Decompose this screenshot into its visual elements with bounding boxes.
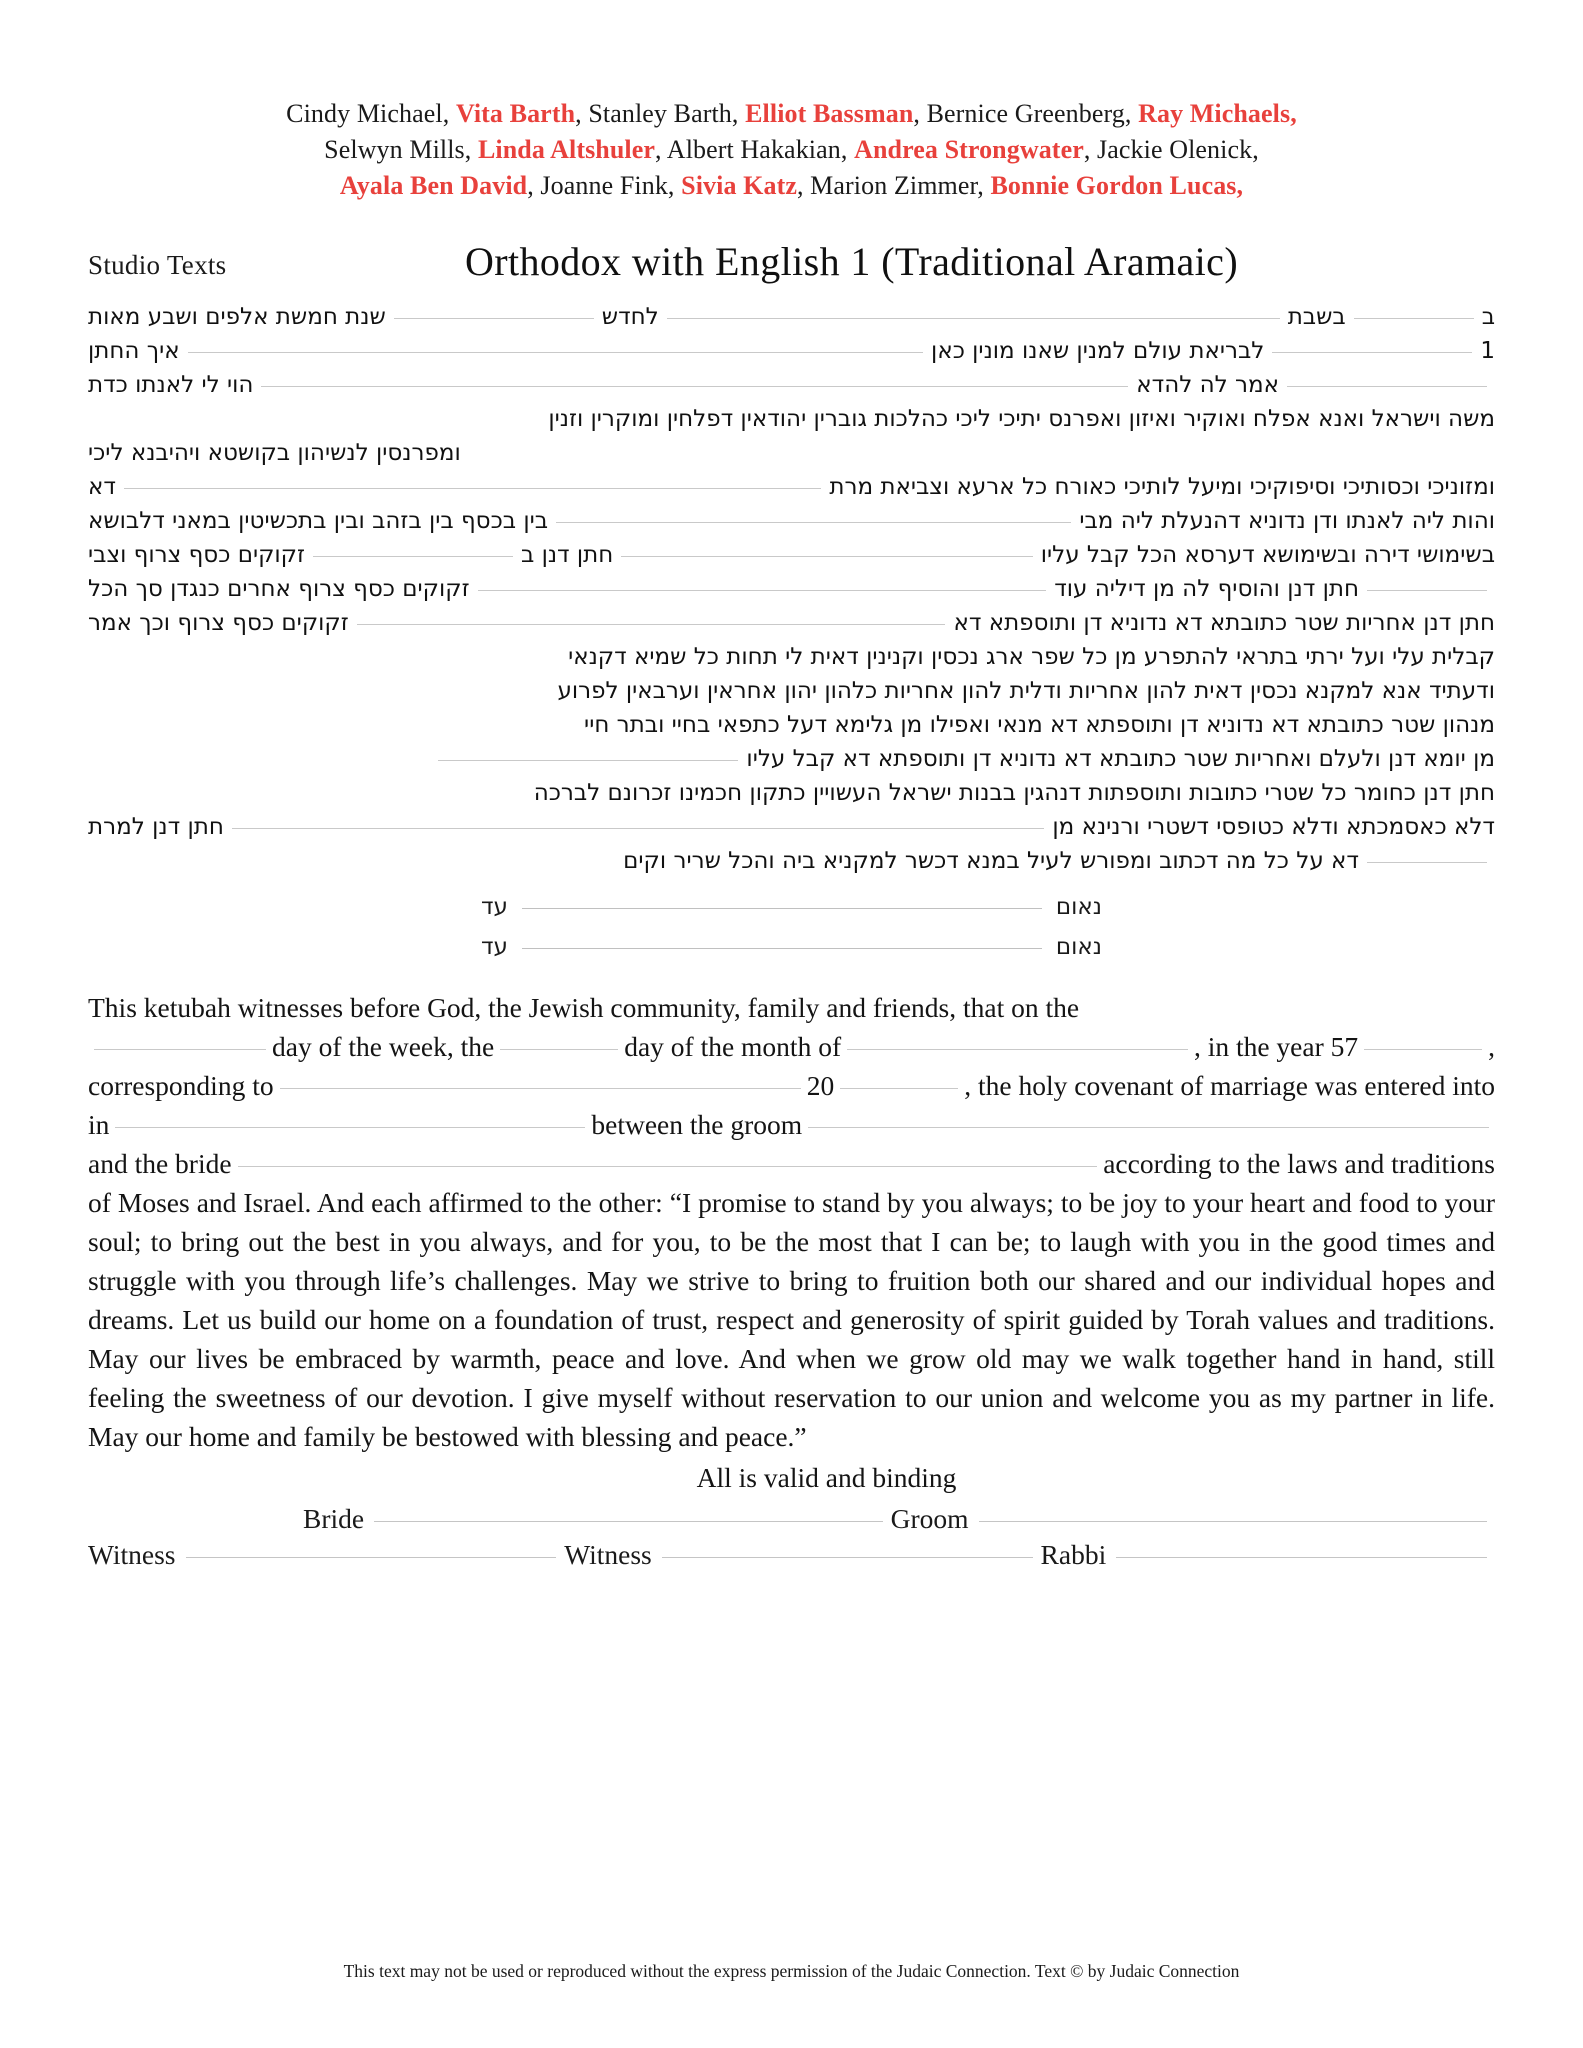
hebrew-text: קבלית עלי ועל ירתי בתראי להתפרע מן כל שפר ארג נכסין וקנינין דאית לי תחות כל שמיא דקנאי [568,644,1495,670]
groom-label: Groom [890,1503,969,1534]
hebrew-line-10 [88,608,1495,640]
credit-name: Cindy Michael, [286,99,450,128]
hebrew-text: ומפרנסין לנשיהון בקושטא ויהיבנא ליכי [88,440,461,466]
credit-name: Andrea Strongwater [854,135,1084,164]
bride-signature-line[interactable] [374,1521,882,1522]
english-body [0,974,1583,1497]
english-text: , the holy covenant of marriage was entered into [964,1070,1495,1101]
hebrew-line-15 [88,778,1495,810]
english-vow-paragraph [88,1183,1495,1456]
credit-name: Linda Altshuler [477,135,656,164]
hebrew-line-5 [88,438,1495,470]
credit-name: Elliot Bassman [745,99,914,128]
hebrew-text: ומזוניכי וכסותיכי וסיפוקיכי ומיעל לותיכי כאורח כל ארעא וצביאת מרת [829,474,1495,500]
hebrew-line-1 [88,302,1495,334]
witness-signature-line[interactable] [522,908,1042,909]
studio-texts-label: Studio Texts [88,250,227,280]
fill-blank[interactable] [232,828,1045,829]
fill-blank[interactable] [667,318,1280,319]
english-location-line [88,1105,1495,1144]
hebrew-line-12 [88,676,1495,708]
hebrew-text: זקוקים כסף צרוף וכך אמר [88,610,349,636]
english-text: according to the laws and traditions [1103,1148,1495,1179]
hebrew-text: הוי לי לאנתו כדת [88,372,254,398]
credit-name: , Joanne Fink, [527,171,675,200]
hebrew-text: מנהון שטר כתובתא דא נדוניא דן ותוספתא דא מנאי ואפילו מן גלימא דעל כתפאי בחיי ובתר חיי [584,712,1495,738]
fill-blank[interactable] [261,386,1128,387]
credit-name: Vita Barth [455,99,576,128]
artist-credits [0,0,1583,204]
groom-name-blank[interactable] [808,1127,1489,1128]
english-intro-line [88,988,1495,1027]
witness1-label: Witness [88,1539,176,1570]
hebrew-text: אמר לה להדא [1136,372,1279,398]
hebrew-text: בשימושי דירה ובשימושא דערסא הכל קבל עליו [1040,542,1495,568]
english-text: day of the week, the [272,1031,495,1062]
hebrew-text: דא על כל מה דכתוב ומפורש לעיל במנא דכשר למקניא ביה והכל שריר וקים [623,848,1359,874]
hebrew-line-11 [88,642,1495,674]
witness-signature-line[interactable] [522,948,1042,949]
credit-name: , Albert Hakakian, [655,135,848,164]
hebrew-body [0,292,1583,878]
fill-blank[interactable] [1272,352,1472,353]
fill-blank[interactable] [124,488,821,489]
english-text: day of the month of [624,1031,842,1062]
hebrew-text: לבריאת עולם למנין שאנו מונין כאן [931,338,1265,364]
hebrew-witness-suffix: עד [480,894,508,920]
credit-name: Selwyn Mills, [324,135,472,164]
hebrew-line-16 [88,812,1495,844]
hebrew-line-7 [88,506,1495,538]
english-bride-line [88,1144,1495,1183]
hebrew-text: חתן דנן והוסיף לה מן דיליה עוד [1054,576,1359,602]
hebrew-text: 1 [1480,338,1495,364]
english-text: in [88,1109,110,1140]
fill-blank[interactable] [188,352,923,353]
month-name-blank[interactable] [847,1049,1188,1050]
hebrew-line-17 [88,846,1495,878]
hebrew-text: משה וישראל ואנא אפלח ואוקיר ואיזון ואפרנס יתיכי ליכי כהלכות גוברין יהודאין דפלחין ומוקרין וזנין [548,406,1495,432]
hebrew-witness-label: נאום [1055,894,1103,920]
credits-line-1 [110,96,1473,132]
hebrew-witness-suffix: עד [480,934,508,960]
english-text: 20 [806,1070,835,1101]
fill-blank[interactable] [1354,318,1474,319]
hebrew-text: בשבת [1287,304,1346,330]
fill-blank[interactable] [478,590,1047,591]
hebrew-text: איך החתן [88,338,180,364]
hebrew-text: לחדש [601,304,659,330]
english-vow-text: of Moses and Israel. And each affirmed to the other: “I promise to stand by you always; to be joy to your heart and food to your soul; to bring out the best in you always, and for you, to be the most that I can be; to laugh with you in the good times and struggle with you through life’s challenges. May we strive to bring to fruition both our shared and our individual hopes and dreams. Let us build our home on a foundation of trust, respect and generosity of spirit guided by Torah values and traditions. May our lives be embraced by warmth, peace and love. And when we grow old may we walk together hand in hand, still feeling the sweetness of our devotion. I give myself without reservation to our union and welcome you as my partner in life. May our home and family be bestowed with blessing and peace.” [88,1187,1495,1452]
hebrew-line-3 [88,370,1495,402]
signature-row-witnesses-rabbi [88,1539,1495,1571]
signature-row-bride-groom [88,1503,1495,1535]
hebrew-text: שנת חמשת אלפים ושבע מאות [88,304,386,330]
credit-name: , Stanley Barth, [575,99,739,128]
hebrew-line-8 [88,540,1495,572]
civil-year-blank[interactable] [840,1088,958,1089]
english-text: corresponding to [88,1070,274,1101]
hebrew-text: חתן דנן למרת [88,814,224,840]
day-of-week-blank[interactable] [94,1049,266,1050]
english-corresponding-line [88,1066,1495,1105]
witness2-signature-line[interactable] [662,1557,1033,1558]
english-text: , [1488,1031,1495,1062]
rabbi-label: Rabbi [1040,1539,1107,1570]
fill-blank[interactable] [438,760,738,761]
fill-blank[interactable] [1287,386,1487,387]
witness2-label: Witness [564,1539,652,1570]
fill-blank[interactable] [556,522,1071,523]
credit-name: Sivia Katz [681,171,797,200]
fill-blank[interactable] [1367,590,1487,591]
hebrew-line-9 [88,574,1495,606]
fill-blank[interactable] [313,556,513,557]
civil-date-blank[interactable] [280,1088,801,1089]
hebrew-line-6 [88,472,1495,504]
hebrew-text: דלא כאסמכתא ודלא כטופסי דשטרי ורנינא מן [1052,814,1495,840]
hebrew-text: דא [88,474,116,500]
english-text: between the groom [591,1109,803,1140]
fill-blank[interactable] [394,318,594,319]
hebrew-witness-label: נאום [1055,934,1103,960]
hebrew-line-4 [88,404,1495,436]
day-of-month-blank[interactable] [500,1049,618,1050]
hebrew-text: ב [1481,304,1495,330]
hebrew-text: ודעתיד אנא למקנא נכסין דאית להון אחריות ודלית להון אחריות כלהון יהון אחראין וערבאין לפרוע [557,678,1495,704]
hebrew-text: זקוקים כסף צרוף וצבי [88,542,305,568]
copyright-footer: This text may not be used or reproduced without the express permission of the Judaic Connection. Text © by Judaic Connection [343,1961,1240,1981]
hebrew-witness-row-1 [88,894,1495,920]
hebrew-line-13 [88,710,1495,742]
credit-name: Ayala Ben David [339,171,528,200]
fill-blank[interactable] [1367,862,1487,863]
hebrew-text: מן יומא דנן ולעלם ואחריות שטר כתובתא דא נדוניא דן ותוספתא דא קבל עליו [746,746,1495,772]
credits-line-2 [110,132,1473,168]
fill-blank[interactable] [621,556,1032,557]
hebrew-text: זקוקים כסף צרוף אחרים כנגדן סך הכל [88,576,470,602]
credit-name: , Marion Zimmer, [796,171,984,200]
bride-label: Bride [303,1503,365,1534]
hebrew-witness-signatures [0,880,1583,960]
signature-block [0,1497,1583,1571]
groom-signature-line[interactable] [979,1521,1487,1522]
english-text: This ketubah witnesses before God, the Jewish community, family and friends, that on the [88,992,1080,1023]
hebrew-text: חתן דנן אחריות שטר כתובתא דא נדוניא דן ותוספתא דא [953,610,1495,636]
title-row [0,238,1583,292]
hebrew-witness-row-2 [88,934,1495,960]
hebrew-text: בין בכסף בין בזהב ובין בתכשיטין במאני דלבושא [88,508,549,534]
all-valid-and-binding: All is valid and binding [696,1462,957,1493]
location-blank[interactable] [115,1127,585,1128]
page-title: Orthodox with English 1 (Traditional Aramaic) [464,239,1239,284]
credit-name: , Jackie Olenick, [1083,135,1259,164]
hebrew-line-14 [88,744,1495,776]
english-text: and the bride [88,1148,232,1179]
english-text: , in the year 57 [1193,1031,1359,1062]
fill-blank[interactable] [357,624,946,625]
bride-name-blank[interactable] [238,1166,1098,1167]
rabbi-signature-line[interactable] [1116,1557,1487,1558]
credit-name: Ray Michaels, [1138,99,1297,128]
hebrew-line-2 [88,336,1495,368]
hebrew-text: חתן דנן כחומר כל שטרי כתובות ותוספתות דנהגין בבנות ישראל העשויין כתקון חכמינו זכרונם לברכה [533,780,1495,806]
credit-name: , Bernice Greenberg, [913,99,1132,128]
english-date-line [88,1027,1495,1066]
credits-line-3 [110,168,1473,204]
credit-name: Bonnie Gordon Lucas, [990,171,1244,200]
hebrew-year-blank[interactable] [1364,1049,1482,1050]
witness1-signature-line[interactable] [186,1557,557,1558]
hebrew-text: והות ליה לאנתו ודן נדוניא דהנעלת ליה מבי [1079,508,1495,534]
hebrew-text: חתן דנן ב [520,542,614,568]
